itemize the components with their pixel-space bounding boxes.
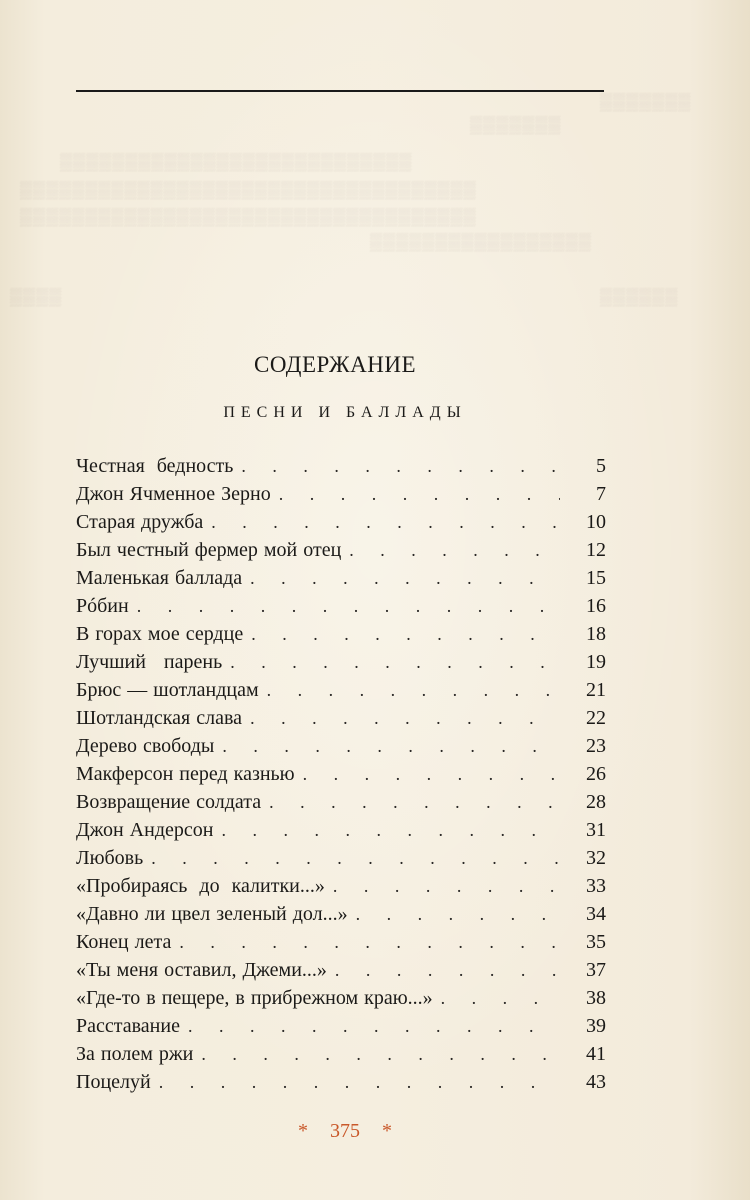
- bleed-through-text: ▒▒▒▒▒▒▒▒▒▒▒▒▒▒▒▒▒▒▒▒▒▒▒▒▒▒▒: [60, 152, 413, 171]
- toc-entry-page: 16: [586, 595, 606, 617]
- toc-entry-page: 35: [586, 931, 606, 953]
- toc-entry-page: 10: [586, 511, 606, 533]
- toc-entry-title: Конец лета: [76, 931, 172, 953]
- toc-entry: [76, 816, 606, 844]
- dot-leader: [171, 928, 560, 956]
- toc-entry-title: Был честный фермер мой отец: [76, 539, 342, 561]
- toc-entry-page: 34: [586, 903, 606, 925]
- dot-leader: [261, 788, 560, 816]
- toc-entry-page: 41: [586, 1043, 606, 1065]
- toc-entry-title: В горах мое сердце: [76, 623, 244, 645]
- toc-entry: [76, 1068, 606, 1096]
- bleed-through-text: ▒▒▒▒▒▒: [600, 287, 679, 306]
- toc-entry-title: За полем ржи: [76, 1043, 194, 1065]
- toc-entry-title: «Где-то в пещере, в прибрежном краю...»: [76, 987, 433, 1009]
- toc-entry-page: 7: [596, 483, 606, 505]
- toc-entry: [76, 564, 606, 592]
- toc-entry: [76, 760, 606, 788]
- toc-entry-title: Шотландская слава: [76, 707, 243, 729]
- toc-entry: [76, 676, 606, 704]
- dot-leader: [242, 704, 560, 732]
- ornament-star: *: [382, 1120, 392, 1142]
- toc-entry-title: «Давно ли цвел зеленый дол...»: [76, 903, 348, 925]
- toc-entry: [76, 956, 606, 984]
- toc-entry: [76, 872, 606, 900]
- toc-entry: [76, 480, 606, 508]
- bleed-through-text: ▒▒▒▒▒▒▒: [600, 92, 692, 111]
- toc-entry-title: Старая дружба: [76, 511, 204, 533]
- toc-entry-title: Джон Андерсон: [76, 819, 214, 841]
- toc-entry-page: 21: [586, 679, 606, 701]
- toc-entry-page: 18: [586, 623, 606, 645]
- toc-entry-title: «Пробираясь до калитки...»: [76, 875, 325, 897]
- toc-entry: [76, 452, 606, 480]
- toc-entry: [76, 536, 606, 564]
- dot-leader: [295, 760, 560, 788]
- page-footer: [270, 1120, 420, 1143]
- toc-entry: [76, 788, 606, 816]
- bleed-through-text: ▒▒▒▒▒▒▒▒▒▒▒▒▒▒▒▒▒▒▒▒▒▒▒▒▒▒▒▒▒▒▒▒▒▒▒: [20, 180, 477, 199]
- dot-leader: [259, 676, 560, 704]
- dot-leader: [433, 984, 560, 1012]
- toc-entry-title: «Ты меня оставил, Джеми...»: [76, 959, 327, 981]
- dot-leader: [193, 1040, 560, 1068]
- dot-leader: [180, 1012, 560, 1040]
- dot-leader: [233, 452, 560, 480]
- dot-leader: [129, 592, 560, 620]
- toc-entry: [76, 1012, 606, 1040]
- toc-entry: [76, 732, 606, 760]
- toc-entry: [76, 900, 606, 928]
- toc-entry-page: 28: [586, 791, 606, 813]
- bleed-through-text: ▒▒▒▒: [10, 287, 63, 306]
- toc-entry: [76, 928, 606, 956]
- toc-entry-title: Лучший парень: [76, 651, 223, 673]
- dot-leader: [341, 536, 560, 564]
- dot-leader: [143, 844, 560, 872]
- toc-entry-title: Любовь: [76, 847, 144, 869]
- toc-entry-page: 5: [596, 455, 606, 477]
- toc-entry-page: 23: [586, 735, 606, 757]
- toc-entry: [76, 1040, 606, 1068]
- toc-entry: [76, 508, 606, 536]
- toc-entry-title: Расставание: [76, 1015, 180, 1037]
- toc-entry-title: Брюс — шотландцам: [76, 679, 259, 701]
- toc-entry-page: 38: [586, 987, 606, 1009]
- toc-entry: [76, 592, 606, 620]
- toc-entry-title: Рóбин: [76, 595, 129, 617]
- toc-entry-page: 26: [586, 763, 606, 785]
- dot-leader: [348, 900, 560, 928]
- toc-entry: [76, 984, 606, 1012]
- toc-entry-page: 31: [586, 819, 606, 841]
- dot-leader: [242, 564, 560, 592]
- toc-entry-page: 22: [586, 707, 606, 729]
- toc-entry: [76, 648, 606, 676]
- toc-entry-title: Дерево свободы: [76, 735, 215, 757]
- toc-entry-title: Возвращение солдата: [76, 791, 262, 813]
- toc-entry-title: Честная бедность: [76, 455, 234, 477]
- toc-entry-title: Джон Ячменное Зерно: [76, 483, 271, 505]
- dot-leader: [243, 620, 560, 648]
- toc-entry-page: 19: [586, 651, 606, 673]
- toc-entry: [76, 704, 606, 732]
- bleed-through-text: ▒▒▒▒▒▒▒▒▒▒▒▒▒▒▒▒▒: [370, 232, 592, 251]
- dot-leader: [222, 648, 560, 676]
- toc-entry-title: Макферсон перед казнью: [76, 763, 295, 785]
- toc-entry-title: Маленькая баллада: [76, 567, 243, 589]
- dot-leader: [151, 1068, 560, 1096]
- toc-entry-page: 15: [586, 567, 606, 589]
- toc-entry-page: 32: [586, 847, 606, 869]
- contents-title: СОДЕРЖАНИЕ: [253, 352, 416, 377]
- toc-entry-page: 37: [586, 959, 606, 981]
- dot-leader: [271, 480, 560, 508]
- table-of-contents: [76, 452, 606, 1096]
- toc-entry-page: 12: [586, 539, 606, 561]
- bleed-through-text: ▒▒▒▒▒▒▒▒▒▒▒▒▒▒▒▒▒▒▒▒▒▒▒▒▒▒▒▒▒▒▒▒▒▒▒: [20, 207, 477, 226]
- dot-leader: [213, 816, 560, 844]
- top-rule: [76, 90, 604, 92]
- bleed-through-text: ▒▒▒▒▒▒▒: [470, 115, 562, 134]
- toc-entry-title: Поцелуй: [76, 1071, 151, 1093]
- section-title: ПЕСНИ И БАЛЛАДЫ: [223, 404, 467, 421]
- dot-leader: [327, 956, 560, 984]
- toc-entry: [76, 620, 606, 648]
- ornament-star: *: [298, 1120, 308, 1142]
- toc-entry-page: 33: [586, 875, 606, 897]
- dot-leader: [203, 508, 560, 536]
- toc-entry-page: 43: [586, 1071, 606, 1093]
- toc-entry-page: 39: [586, 1015, 606, 1037]
- dot-leader: [214, 732, 560, 760]
- toc-entry: [76, 844, 606, 872]
- dot-leader: [325, 872, 560, 900]
- page-number: 375: [330, 1120, 360, 1142]
